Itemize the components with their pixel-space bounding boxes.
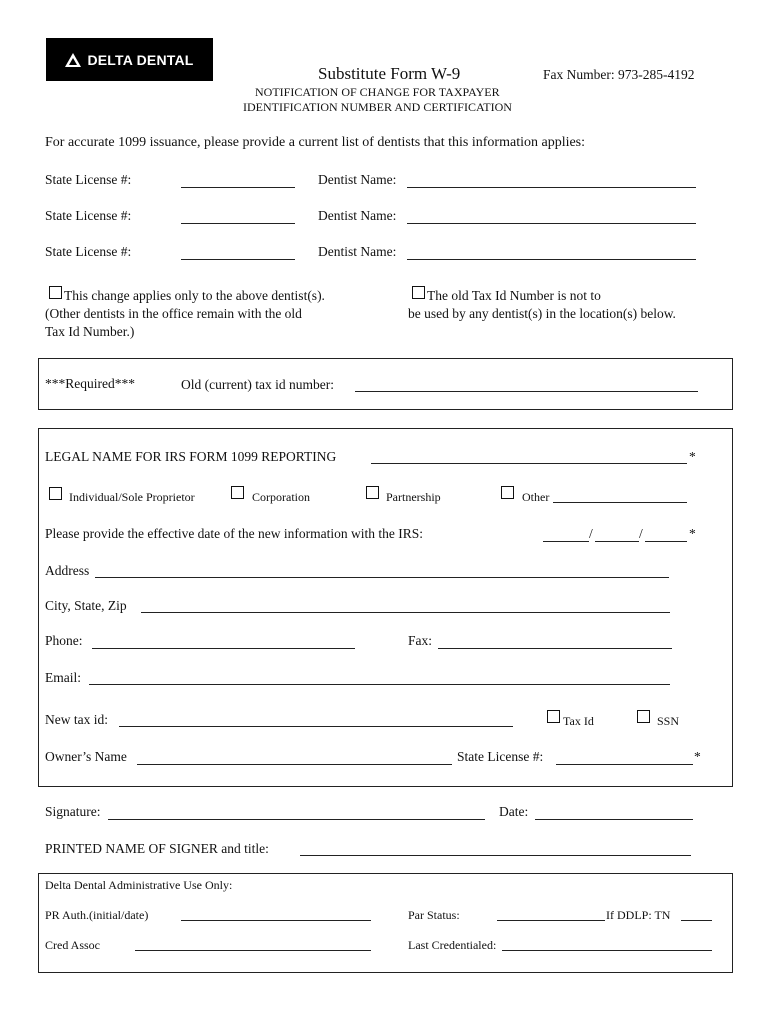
address-field[interactable] — [95, 577, 669, 578]
individual-label: Individual/Sole Proprietor — [69, 490, 195, 504]
par-status-field[interactable] — [497, 920, 605, 921]
other-checkbox[interactable] — [501, 486, 514, 499]
phone-field[interactable] — [92, 648, 355, 649]
individual-checkbox[interactable] — [49, 487, 62, 500]
signature-field[interactable] — [108, 819, 485, 820]
owner-state-license-field[interactable] — [556, 764, 693, 765]
dentist-name-field[interactable] — [407, 223, 696, 224]
intro-text: For accurate 1099 issuance, please provide a current list of dentists that this information applies: — [45, 135, 586, 150]
city-state-zip-label: City, State, Zip — [45, 598, 127, 613]
date-slash: / — [639, 526, 643, 541]
ddlp-label: If DDLP: TN — [606, 908, 671, 922]
phone-label: Phone: — [45, 633, 83, 648]
applies-only-note-line3: Tax Id Number.) — [45, 324, 135, 339]
old-tax-not-used-line2: be used by any dentist(s) in the location(s) below. — [408, 306, 676, 321]
legal-name-label: LEGAL NAME FOR IRS FORM 1099 REPORTING — [45, 449, 337, 464]
partnership-label: Partnership — [386, 490, 441, 504]
old-tax-not-used-label: The old Tax Id Number is not to — [427, 288, 601, 303]
printed-name-field[interactable] — [300, 855, 691, 856]
tax-id-checkbox[interactable] — [547, 710, 560, 723]
fax-field[interactable] — [438, 648, 672, 649]
email-label: Email: — [45, 670, 81, 685]
last-credentialed-field[interactable] — [502, 950, 712, 951]
state-license-label: State License #: — [45, 172, 132, 187]
required-asterisk: * — [689, 526, 696, 541]
old-tax-not-used-checkbox[interactable] — [412, 286, 425, 299]
address-label: Address — [45, 563, 90, 578]
effective-date-year[interactable] — [645, 541, 687, 542]
state-license-field[interactable] — [181, 223, 295, 224]
ssn-checkbox[interactable] — [637, 710, 650, 723]
partnership-checkbox[interactable] — [366, 486, 379, 499]
effective-date-day[interactable] — [595, 541, 639, 542]
state-license-field[interactable] — [181, 187, 295, 188]
delta-triangle-icon — [65, 53, 81, 67]
fax-label: Fax: — [408, 633, 433, 648]
date-label: Date: — [499, 804, 529, 819]
dentist-name-label: Dentist Name: — [318, 208, 397, 223]
legal-info-box — [38, 428, 733, 787]
last-credentialed-label: Last Credentialed: — [408, 938, 497, 952]
old-tax-id-label: Old (current) tax id number: — [181, 377, 334, 392]
dentist-name-label: Dentist Name: — [318, 244, 397, 259]
cred-assoc-field[interactable] — [135, 950, 371, 951]
pr-auth-field[interactable] — [181, 920, 371, 921]
required-box — [38, 358, 733, 410]
logo-text: DELTA DENTAL — [87, 51, 194, 68]
form-title: Substitute Form W-9 — [318, 64, 461, 83]
dentist-name-label: Dentist Name: — [318, 172, 397, 187]
applies-only-note-line2: (Other dentists in the office remain with the old — [45, 306, 302, 321]
signature-label: Signature: — [45, 804, 101, 819]
applies-only-checkbox[interactable] — [49, 286, 62, 299]
required-asterisk: * — [694, 749, 701, 764]
state-license-label: State License #: — [45, 208, 132, 223]
effective-date-label: Please provide the effective date of the new information with the IRS: — [45, 526, 424, 541]
tax-id-label: Tax Id — [563, 714, 594, 728]
owner-state-license-label: State License #: — [457, 749, 544, 764]
cred-assoc-label: Cred Assoc — [45, 938, 100, 952]
pr-auth-label: PR Auth.(initial/date) — [45, 908, 149, 922]
date-field[interactable] — [535, 819, 693, 820]
fax-number: Fax Number: 973-285-4192 — [543, 67, 695, 82]
state-license-field[interactable] — [181, 259, 295, 260]
owner-name-field[interactable] — [137, 764, 452, 765]
owner-name-label: Owner’s Name — [45, 749, 127, 764]
old-tax-id-field[interactable] — [355, 391, 698, 392]
admin-title: Delta Dental Administrative Use Only: — [45, 878, 233, 892]
dentist-name-field[interactable] — [407, 187, 696, 188]
corporation-checkbox[interactable] — [231, 486, 244, 499]
dentist-name-field[interactable] — [407, 259, 696, 260]
corporation-label: Corporation — [252, 490, 310, 504]
date-slash: / — [589, 526, 593, 541]
legal-name-field[interactable] — [371, 463, 687, 464]
subtitle-line1: NOTIFICATION OF CHANGE FOR TAXPAYER — [255, 85, 500, 99]
applies-only-label: This change applies only to the above dentist(s). — [64, 288, 325, 303]
required-asterisk: * — [689, 449, 696, 464]
required-label: ***Required*** — [45, 376, 135, 391]
subtitle-line2: IDENTIFICATION NUMBER AND CERTIFICATION — [243, 100, 512, 114]
state-license-label: State License #: — [45, 244, 132, 259]
other-field[interactable] — [553, 502, 687, 503]
ssn-label: SSN — [657, 714, 680, 728]
delta-dental-logo — [46, 38, 213, 81]
printed-name-label: PRINTED NAME OF SIGNER and title: — [45, 841, 269, 856]
new-tax-id-label: New tax id: — [45, 712, 108, 727]
other-label: Other — [522, 490, 550, 504]
par-status-label: Par Status: — [408, 908, 460, 922]
email-field[interactable] — [89, 684, 670, 685]
new-tax-id-field[interactable] — [119, 726, 513, 727]
effective-date-month[interactable] — [543, 541, 589, 542]
ddlp-field[interactable] — [681, 920, 712, 921]
city-state-zip-field[interactable] — [141, 612, 670, 613]
